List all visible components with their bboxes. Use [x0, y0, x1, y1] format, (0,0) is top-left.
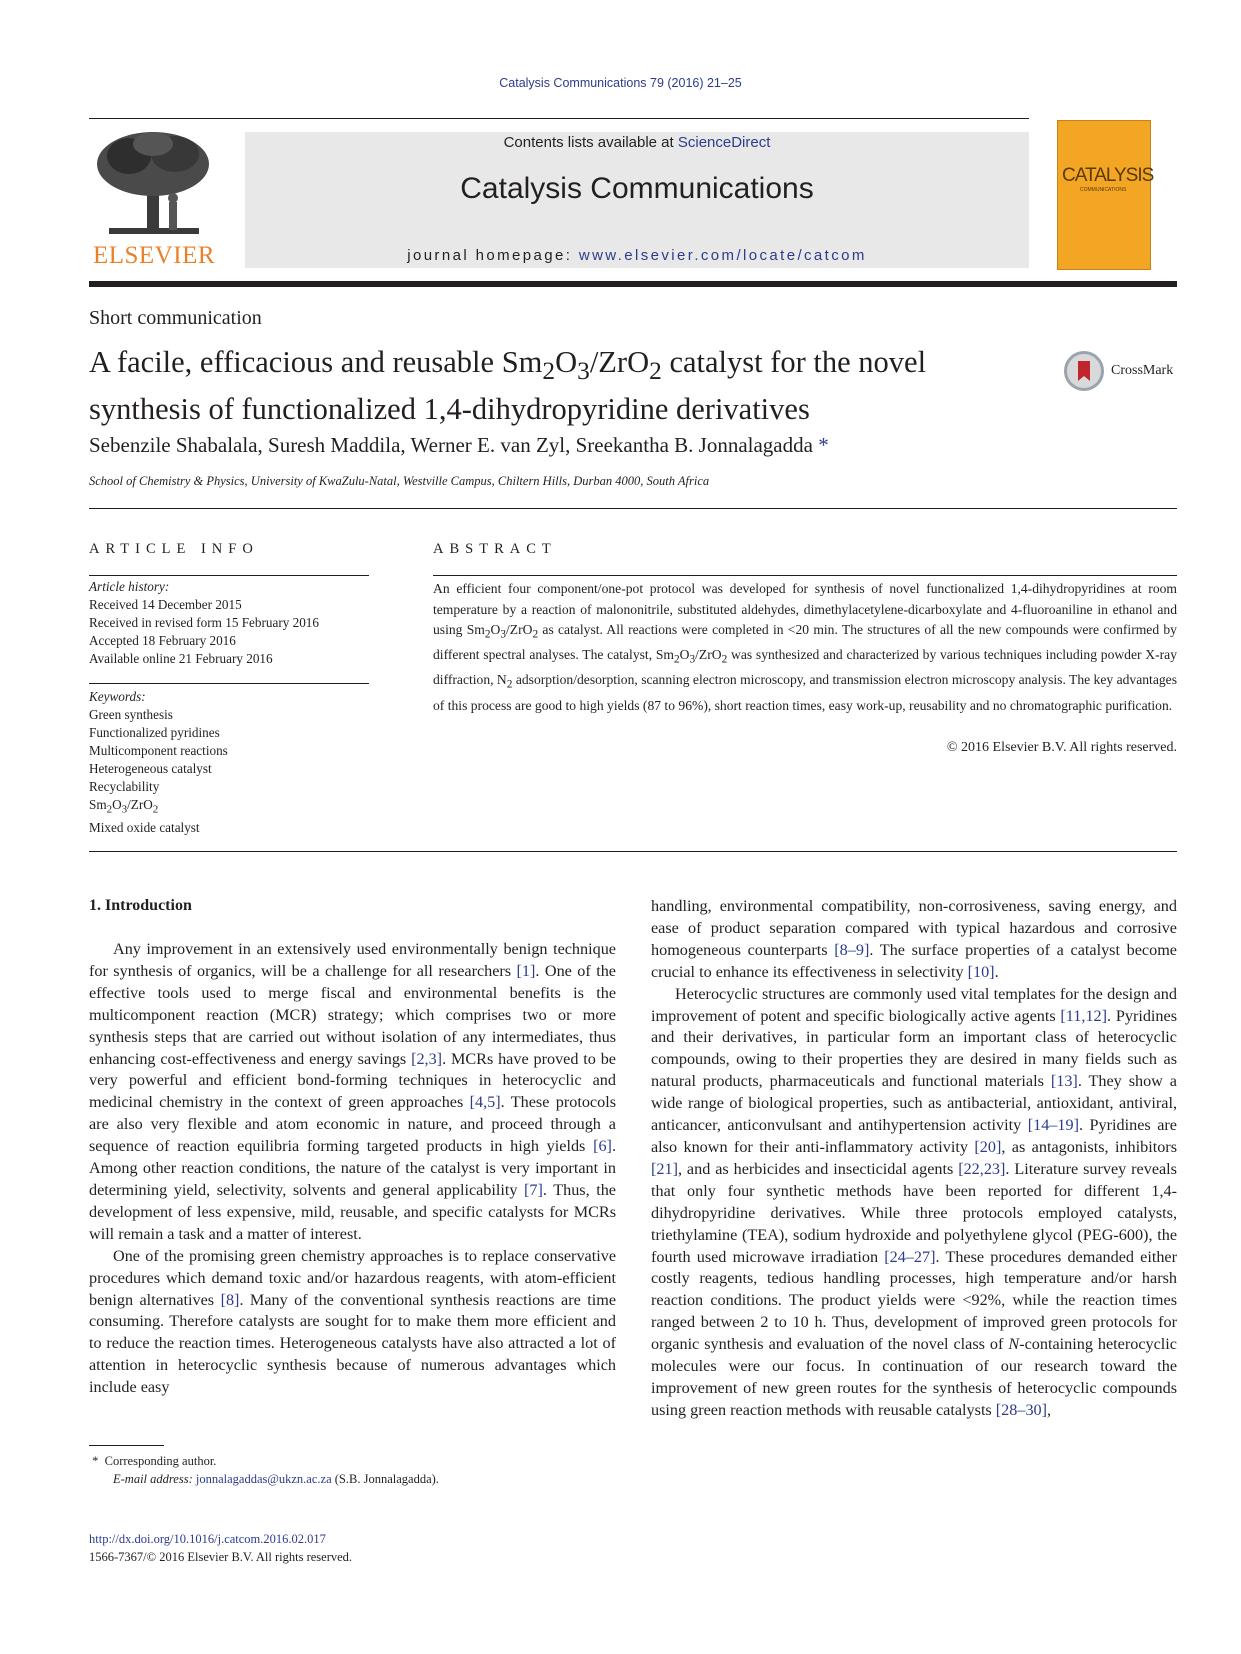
- elsevier-tree-icon: [89, 130, 219, 242]
- crossmark-badge[interactable]: [1064, 351, 1184, 399]
- paragraph: Heterocyclic structures are commonly used vital templates for the design and improvement of potent and specific biologically active agents [11,12]. Pyridines and their derivatives, in particular form an important class of heterocyclic compounds, owing to their properties they are desired in many fields such as natural products, pharmaceuticals and functional materials [13]. They show a wide range of biological properties, such as antibacterial, antioxidant, antiviral, anticancer, anticonvulsant and antihypertension activity [14–19]. Pyridines are also known for their anti-inflammatory activity [20], as antagonists, inhibitors [21], and as herbicides and insecticidal agents [22,23]. Literature survey reveals that only four synthetic methods have been reported for different 1,4-dihydropyridine derivatives. While three protocols employed catalysts, triethylamine (TEA), sodium hydroxide and polyethylene glycol (PEG-600), the fourth used microwave irradiation [24–27]. These procedures demanded either costly reagents, tedious handling processes, high temperature and/or harsh reaction conditions. The product yields were <92%, while the reaction times ranged between 2 to 10 h. Thus, development of improved green protocols for organic synthesis and evaluation of the novel class of N-containing heterocyclic molecules were our focus. In continuation of our research toward the improvement of new green routes for the synthesis of heterocyclic compounds using green reaction methods with reusable catalysts [28–30],: [651, 984, 1177, 1419]
- authors-text: Sebenzile Shabalala, Suresh Maddila, Werner E. van Zyl, Sreekantha B. Jonnalagadda: [89, 433, 813, 457]
- keywords: [89, 688, 228, 837]
- sciencedirect-link[interactable]: ScienceDirect: [677, 134, 771, 151]
- doi-block: [89, 1530, 352, 1566]
- section-heading-introduction: 1. Introduction: [89, 897, 192, 914]
- keywords-label: Keywords:: [89, 689, 146, 704]
- reference-link[interactable]: [4,5]: [469, 1093, 501, 1112]
- footnote-email-line: [89, 1470, 439, 1488]
- title-text: A facile, efficacious and reusable Sm: [89, 345, 543, 379]
- body-right-column: [651, 896, 1177, 1422]
- keywords-divider: [89, 683, 369, 684]
- article-info-divider: [89, 575, 369, 576]
- homepage-line: [245, 247, 1029, 264]
- reference-link[interactable]: [7]: [524, 1180, 543, 1199]
- history-item: Accepted 18 February 2016: [89, 633, 236, 648]
- history-label: Article history:: [89, 579, 170, 594]
- abstract-copyright: © 2016 Elsevier B.V. All rights reserved.: [946, 740, 1177, 755]
- title-text: O: [555, 345, 578, 379]
- elsevier-logo: [89, 130, 219, 270]
- journal-cover-image[interactable]: [1057, 120, 1154, 270]
- abstract-heading: ABSTRACT: [433, 541, 557, 557]
- abstract-divider: [433, 575, 1177, 576]
- crossmark-icon: [1064, 351, 1104, 391]
- reference-link[interactable]: [2,3]: [411, 1049, 443, 1068]
- crossmark-label: CrossMark: [1111, 363, 1174, 378]
- article-type: Short communication: [89, 307, 262, 329]
- doi-link[interactable]: http://dx.doi.org/10.1016/j.catcom.2016.02.017: [89, 1532, 326, 1546]
- keyword-item: Multicomponent reactions: [89, 743, 228, 758]
- reference-link[interactable]: [20]: [974, 1137, 1002, 1156]
- abstract-text: An efficient four component/one-pot protocol was developed for synthesis of novel functionalized 1,4-dihydropyridines at room temperature by a reaction of malononitrile, substituted aldehydes, dimethylacetylene-dicarboxylate and 4-fluoroaniline in ethanol and using $Sm_2O_3/ZrO_2$ as catalyst. All reactions were completed in <20 min. The structures of all the new compounds were confirmed by different spectral analyses. The catalyst, $Sm_2O_3/ZrO_2$ was synthesized and characterized by various techniques including powder X-ray diffraction, $N_2$ adsorption/desorption, scanning electron microscopy, and transmission electron microscopy analysis. The key advantages of this process are good to high yields (87 to 96%), short reaction times, easy work-up, reusability and no chromatographic purification.: [433, 581, 1177, 713]
- issn-line: 1566-7367/© 2016 Elsevier B.V. All rights reserved.: [89, 1550, 353, 1564]
- reference-link[interactable]: [28–30]: [995, 1400, 1048, 1419]
- contents-line: [245, 134, 1029, 151]
- keyword-item: Functionalized pyridines: [89, 725, 220, 740]
- header-divider: [89, 118, 1029, 119]
- title-text: /ZrO: [589, 345, 650, 379]
- paragraph: handling, environmental compatibility, non-corrosiveness, saving energy, and ease of product separation compared with typical hazardous and corrosive homogeneous counterparts [8–9]. The surface properties of a catalyst become crucial to enhance its effectiveness in selectivity [10].: [651, 897, 1177, 981]
- article-title: [89, 343, 1009, 428]
- footnote-mark: *: [92, 1454, 99, 1468]
- keyword-item: Recyclability: [89, 779, 160, 794]
- paragraph: Any improvement in an extensively used environmentally benign technique for synthesis of organics, will be a challenge for all researchers [1]. One of the effective tools used to merge fiscal and environmental benefits is the multicomponent reaction (MCR) strategy; which comprises two or more synthesis steps that are carried out without isolation of any intermediates, thus enhancing cost-effectiveness and energy savings [2,3]. MCRs have proved to be very powerful and efficient bond-forming techniques in heterocyclic and medicinal chemistry in the context of green approaches [4,5]. These protocols are also very flexible and atom economic in nature, and proceed through a sequence of reaction equilibria forming targeted products in high yields [6]. Among other reaction conditions, the nature of the catalyst is very important in determining yield, selectivity, solvents and general applicability [7]. Thus, the development of less expensive, mild, reusable, and specific catalysts for MCRs will remain a task and a matter of interest.: [89, 940, 616, 1243]
- affiliation-divider: [89, 508, 1177, 509]
- reference-link[interactable]: [22,23]: [958, 1159, 1006, 1178]
- footnote-line: [89, 1452, 439, 1470]
- reference-link[interactable]: [6]: [593, 1137, 612, 1156]
- footnote-label: Corresponding author.: [104, 1454, 217, 1468]
- email-suffix: (S.B. Jonnalagadda).: [331, 1472, 439, 1486]
- corresponding-author-footnote: [89, 1452, 439, 1488]
- article-history: [89, 578, 319, 668]
- history-item: Received in revised form 15 February 2016: [89, 615, 319, 630]
- footnote-divider: [89, 1445, 164, 1446]
- reference-link[interactable]: [21]: [651, 1159, 678, 1178]
- journal-banner: [245, 132, 1029, 268]
- title-subscript: 3: [577, 357, 590, 386]
- title-subscript: 2: [542, 357, 556, 386]
- abstract-end-divider: [89, 851, 1177, 852]
- title-line-2: synthesis of functionalized 1,4-dihydropyridine derivatives: [89, 392, 810, 427]
- journal-citation-link[interactable]: Catalysis Communications 79 (2016) 21–25: [499, 76, 742, 90]
- title-text: catalyst for the novel: [661, 345, 927, 379]
- keyword-item: Green synthesis: [89, 707, 173, 722]
- email-link[interactable]: jonnalagaddas@ukzn.ac.za: [195, 1472, 332, 1486]
- reference-link[interactable]: [1]: [516, 961, 536, 980]
- header-thick-divider: [89, 281, 1177, 287]
- reference-link[interactable]: [14–19]: [1027, 1116, 1079, 1135]
- reference-link[interactable]: [13]: [1050, 1072, 1078, 1091]
- corresponding-author-link[interactable]: *: [818, 433, 829, 457]
- reference-link[interactable]: [10]: [967, 962, 995, 981]
- reference-link[interactable]: [11,12]: [1060, 1006, 1108, 1025]
- homepage-prefix: journal homepage:: [407, 247, 579, 264]
- email-label: E-mail address:: [113, 1472, 193, 1486]
- author-list: [89, 433, 829, 458]
- affiliation: School of Chemistry & Physics, University of KwaZulu-Natal, Westville Campus, Chiltern Hills, Durban 4000, South Africa: [89, 474, 710, 488]
- contents-prefix: Contents lists available at: [503, 134, 678, 151]
- history-item: Available online 21 February 2016: [89, 651, 273, 666]
- reference-link[interactable]: [24–27]: [884, 1247, 936, 1266]
- homepage-link[interactable]: www.elsevier.com/locate/catcom: [578, 247, 867, 264]
- reference-link[interactable]: [8–9]: [834, 940, 870, 959]
- elsevier-wordmark: ELSEVIER: [92, 242, 216, 269]
- paragraph: One of the promising green chemistry approaches is to replace conservative procedures which demand toxic and/or hazardous reagents, with atom-efficient benign alternatives [8]. Many of the conventional synthesis reactions are time consuming. Therefore catalysts are sought for to make them more efficient and to reduce the reaction times. Heterogeneous catalysts have also attracted a lot of attention in heterocyclic synthesis because of numerous advantages which include easy: [89, 1246, 616, 1397]
- keyword-item: Mixed oxide catalyst: [89, 819, 200, 835]
- reference-link[interactable]: [8]: [220, 1290, 240, 1309]
- keyword-item-formula: $Sm_2O_3/ZrO_2$: [89, 797, 159, 816]
- keyword-item: Heterogeneous catalyst: [89, 761, 212, 776]
- cover-title: CATALYSIS: [1062, 165, 1154, 186]
- body-left-column: [89, 939, 616, 1399]
- journal-name: Catalysis Communications: [460, 172, 814, 205]
- article-info-heading: ARTICLE INFO: [89, 541, 259, 557]
- title-subscript: 2: [649, 357, 662, 386]
- cover-subtitle: COMMUNICATIONS: [1080, 187, 1127, 193]
- history-item: Received 14 December 2015: [89, 597, 242, 612]
